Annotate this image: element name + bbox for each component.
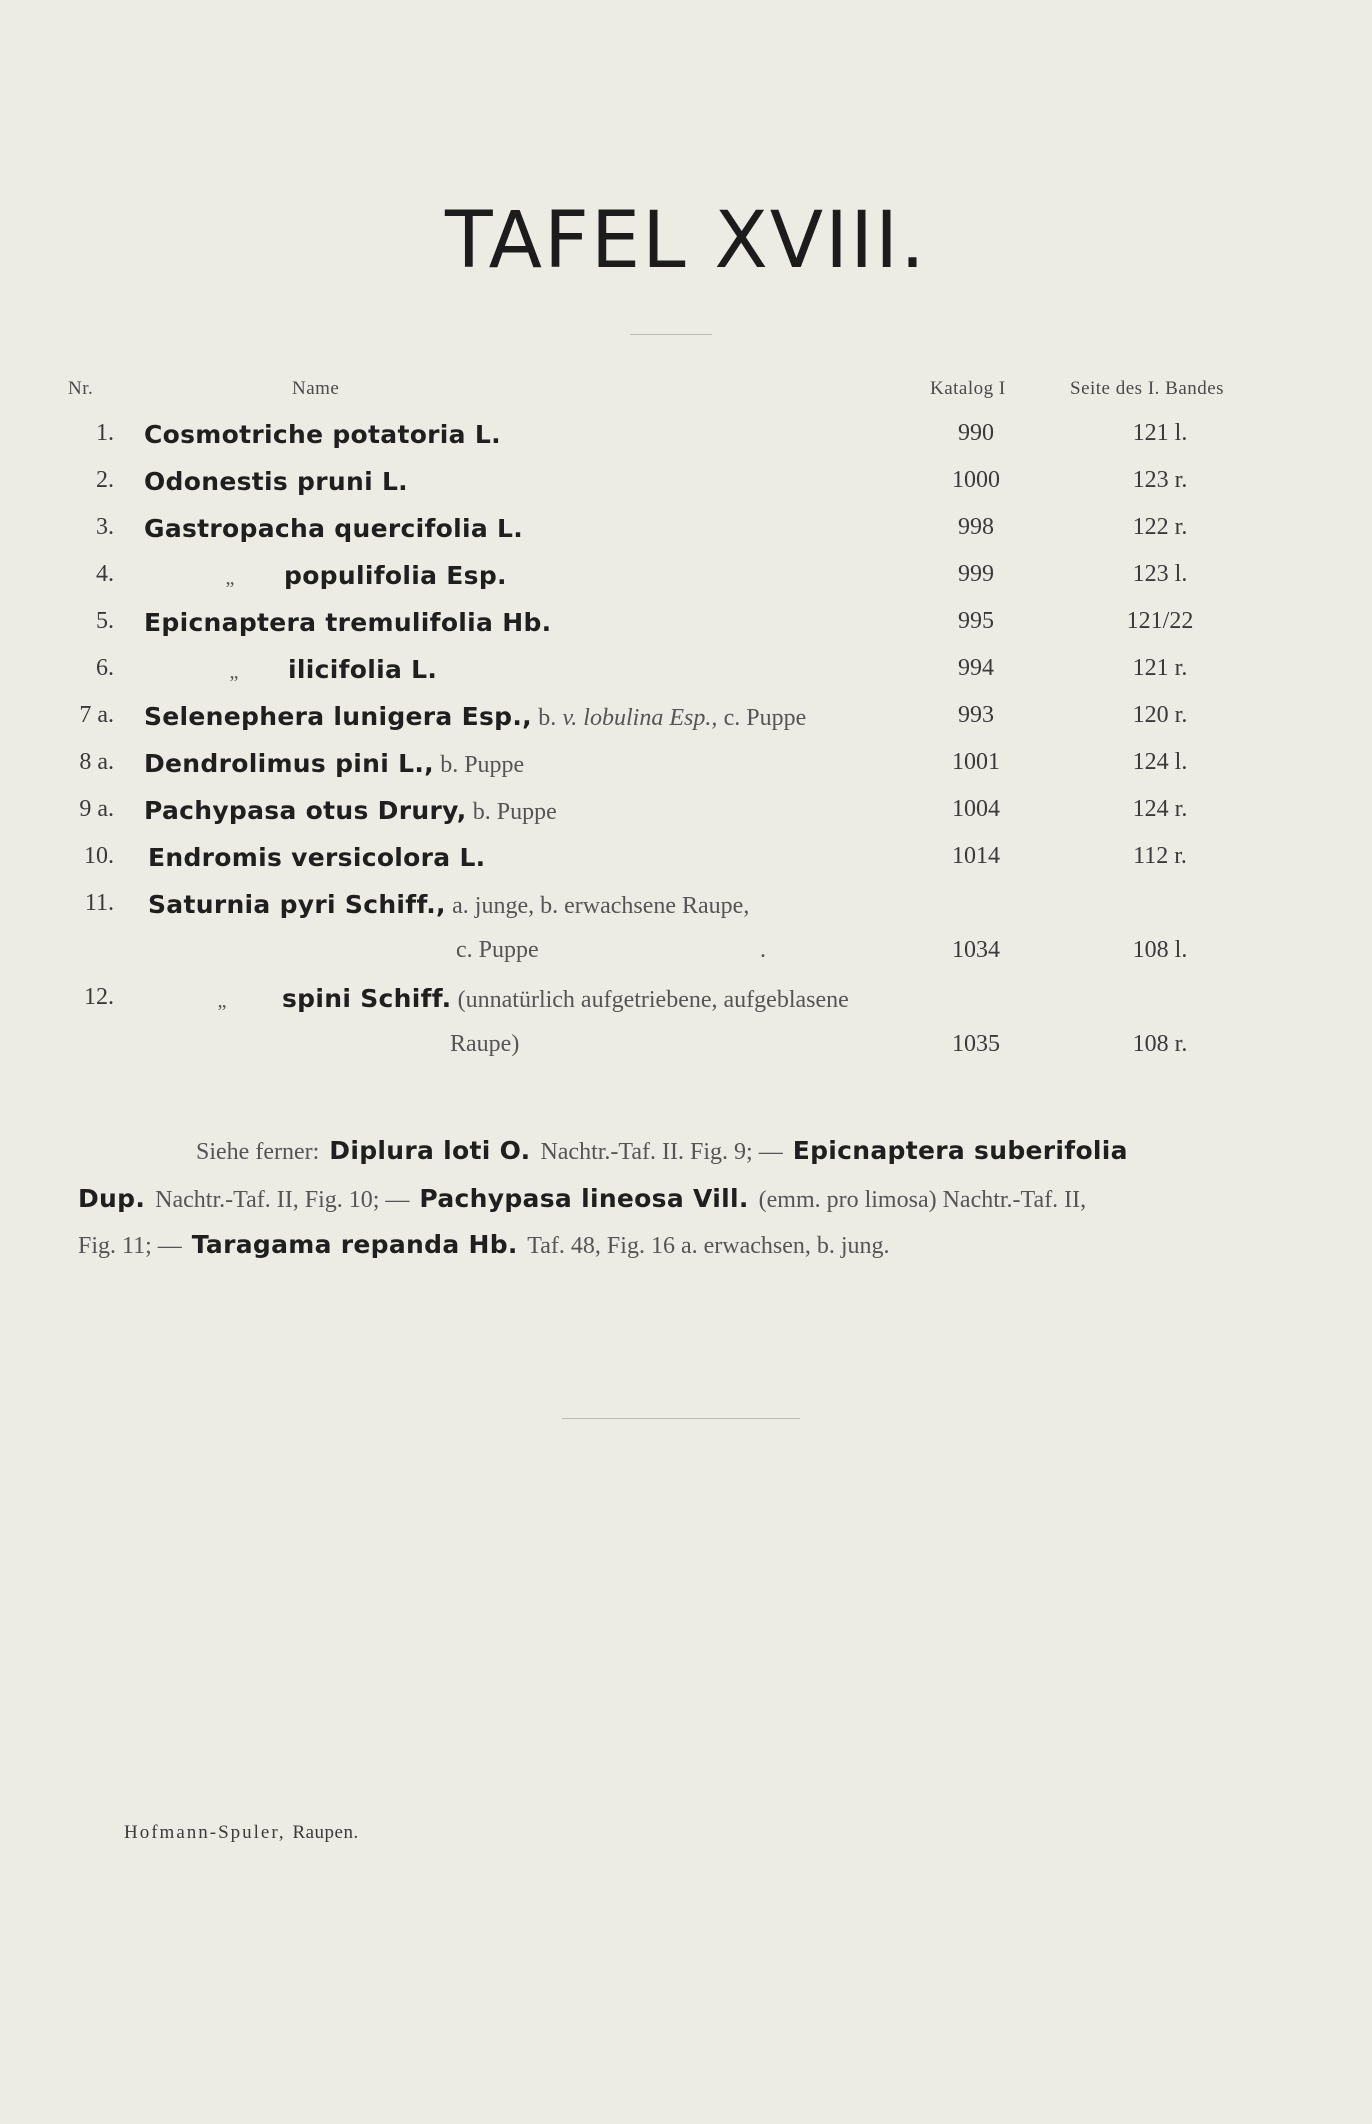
page-reference: 124 r.	[1132, 796, 1188, 822]
species-name: Dendrolimus pini L., b. Puppe	[144, 749, 525, 778]
katalog-number: 1001	[952, 749, 1000, 775]
row-number: 8 a.	[79, 749, 114, 775]
katalog-number: 1034	[952, 937, 1000, 963]
species-name: „ spini Schiff. (unnatürlich aufgetriebene, aufgeblasene	[162, 984, 849, 1014]
page-reference: 122 r.	[1132, 514, 1188, 540]
row-number: 6.	[96, 655, 114, 681]
row-number: 1.	[96, 420, 114, 446]
publisher-footer: Hofmann-Spuler, Raupen.	[124, 1822, 359, 1843]
see-also-line-3: Fig. 11; — Taragama repanda Hb. Taf. 48, Fig. 16 a. erwachsen, b. jung.	[78, 1230, 890, 1259]
species-name: Odonestis pruni L.	[144, 467, 408, 496]
page-reference: 123 r.	[1132, 467, 1188, 493]
table-row-continuation	[0, 1031, 1372, 1073]
continuation-text: c. Puppe	[456, 937, 539, 963]
header-nr: Nr.	[68, 378, 94, 399]
bottom-divider	[562, 1418, 800, 1419]
species-name: Endromis versicolora L.	[148, 843, 486, 872]
header-katalog: Katalog I	[930, 378, 1006, 399]
species-name: Saturnia pyri Schiff., a. junge, b. erwachsene Raupe,	[148, 890, 750, 919]
page-reference: 121 l.	[1132, 420, 1188, 446]
row-number: 5.	[96, 608, 114, 634]
page-reference: 108 r.	[1132, 1031, 1188, 1057]
ditto-mark: „	[229, 661, 239, 683]
row-number: 11.	[84, 890, 114, 916]
row-number: 12.	[84, 984, 114, 1010]
table-row	[0, 984, 1372, 1026]
katalog-number: 993	[958, 702, 994, 728]
page-reference: 108 l.	[1132, 937, 1188, 963]
species-name: Pachypasa otus Drury, b. Puppe	[144, 796, 557, 825]
species-name: Gastropacha quercifolia L.	[144, 514, 524, 543]
species-name: „ ilicifolia L.	[180, 655, 437, 685]
row-number: 9 a.	[79, 796, 114, 822]
table-row	[0, 514, 1372, 556]
katalog-number: 1004	[952, 796, 1000, 822]
row-number: 4.	[96, 561, 114, 587]
row-number: 2.	[96, 467, 114, 493]
species-name: „ populifolia Esp.	[176, 561, 507, 591]
species-name: Cosmotriche potatoria L.	[144, 420, 501, 449]
page-reference: 121 r.	[1132, 655, 1188, 681]
leader-dot: .	[760, 937, 766, 963]
species-name: Selenephera lunigera Esp., b. v. lobulina Esp., c. Puppe	[144, 702, 807, 731]
row-number: 10.	[84, 843, 114, 869]
katalog-number: 1000	[952, 467, 1000, 493]
table-row	[0, 561, 1372, 603]
title-divider	[630, 334, 712, 335]
page-reference: 120 r.	[1132, 702, 1188, 728]
table-row	[0, 608, 1372, 650]
katalog-number: 990	[958, 420, 994, 446]
page-reference: 112 r.	[1133, 843, 1187, 869]
header-seite: Seite des I. Bandes	[1070, 378, 1225, 399]
katalog-number: 999	[958, 561, 994, 587]
ditto-mark: „	[225, 567, 235, 589]
table-row	[0, 420, 1372, 462]
row-number: 7 a.	[79, 702, 114, 728]
katalog-number: 1035	[952, 1031, 1000, 1057]
table-row	[0, 890, 1372, 932]
page-reference: 123 l.	[1132, 561, 1188, 587]
continuation-text: Raupe)	[450, 1031, 520, 1057]
table-row	[0, 467, 1372, 509]
table-row-continuation	[0, 937, 1372, 979]
page-reference: 124 l.	[1132, 749, 1188, 775]
page-reference: 121/22	[1126, 608, 1194, 634]
see-also-line-1: Siehe ferner: Diplura loti O. Nachtr.-Taf. II. Fig. 9; — Epicnaptera suberifolia	[196, 1136, 1128, 1165]
katalog-number: 995	[958, 608, 994, 634]
see-also-line-2: Dup. Nachtr.-Taf. II, Fig. 10; — Pachypasa lineosa Vill. (emm. pro limosa) Nachtr.-Taf. II,	[78, 1184, 1087, 1213]
table-row	[0, 655, 1372, 697]
ditto-mark: „	[217, 990, 227, 1012]
table-row	[0, 702, 1372, 744]
species-name: Epicnaptera tremulifolia Hb.	[144, 608, 552, 637]
row-number: 3.	[96, 514, 114, 540]
plate-title: TAFEL XVIII.	[445, 196, 927, 286]
table-row	[0, 749, 1372, 791]
katalog-number: 998	[958, 514, 994, 540]
header-name: Name	[292, 378, 340, 399]
katalog-number: 1014	[952, 843, 1000, 869]
table-row	[0, 843, 1372, 885]
table-row	[0, 796, 1372, 838]
katalog-number: 994	[958, 655, 994, 681]
